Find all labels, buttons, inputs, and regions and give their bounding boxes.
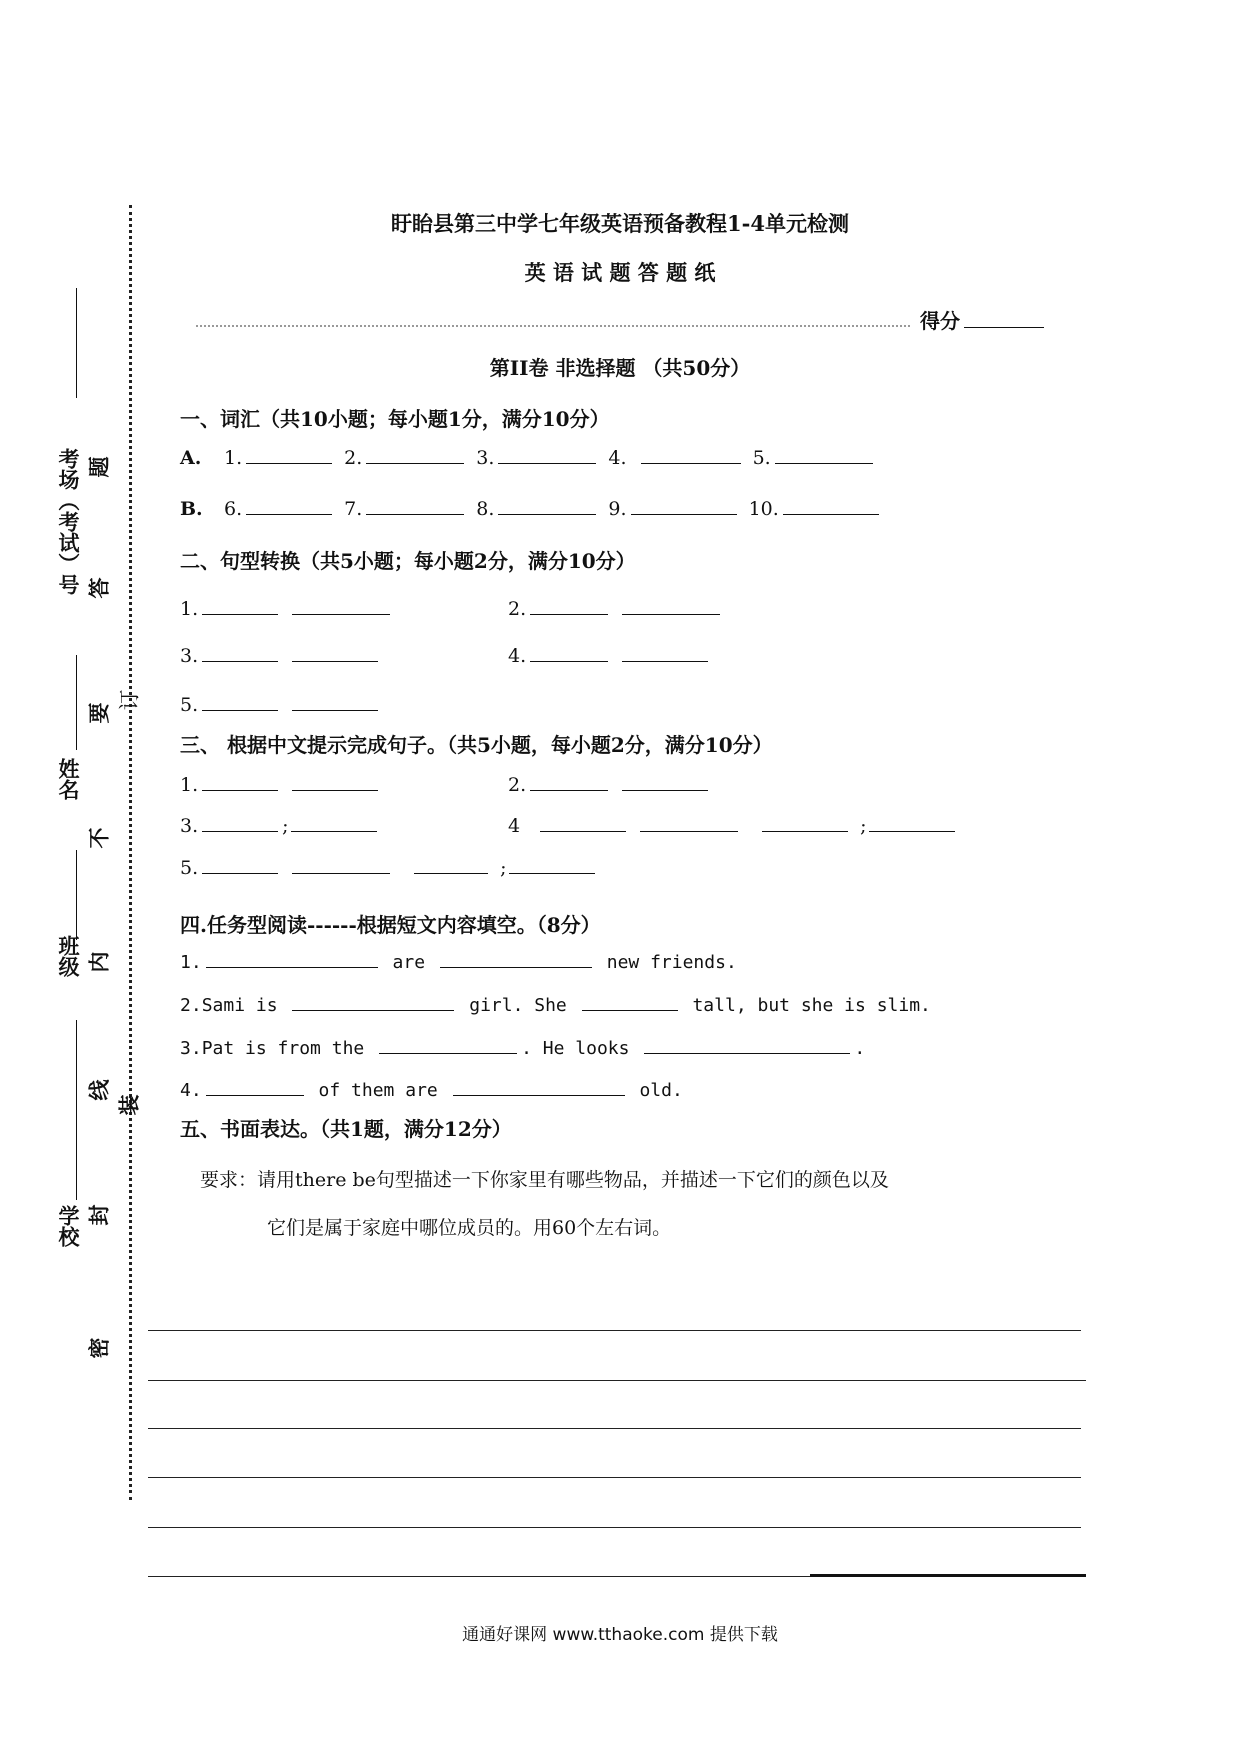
s3-item-3: 3. ; [180,813,381,837]
section1-row-a: A. 1. 2. 3. 4. 5. [180,445,877,469]
s3-blank[interactable] [202,855,278,874]
blank-3[interactable] [498,445,596,464]
s3-blank[interactable] [291,813,377,832]
section3-title: 三、 根据中文提示完成句子。（共5小题，每小题2分，满分10分） [180,733,773,757]
s3-blank[interactable] [202,772,278,791]
writing-line[interactable] [148,1380,1086,1381]
s2-blank[interactable] [202,596,278,615]
binding-char-2: 装 [116,1094,142,1116]
section1-title: 一、词汇（共10小题；每小题1分，满分10分） [180,407,610,431]
s4-blank[interactable] [206,949,378,968]
binding-dotted-line [129,205,132,1500]
s3-blank[interactable] [540,813,626,832]
seal-char-5: 内 [86,951,112,973]
s2-blank[interactable] [292,643,378,662]
school-underline [76,1020,77,1200]
binding-char-1: 订 [117,689,142,711]
class-underline [76,850,77,940]
s3-item-4: 4 ; [508,813,959,837]
writing-line[interactable] [148,1330,1081,1331]
blank-8[interactable] [498,496,596,515]
s2-blank[interactable] [622,643,708,662]
s3-blank[interactable] [292,772,378,791]
s2-blank[interactable] [530,596,608,615]
s2-blank[interactable] [292,692,378,711]
writing-requirement-1: 要求：请用there be句型描述一下你家里有哪些物品，并描述一下它们的颜色以及 [200,1169,889,1191]
s2-item-4: 4. [508,643,712,667]
section4-title: 四.任务型阅读------根据短文内容填空。（8分） [180,913,601,937]
s3-blank[interactable] [622,772,708,791]
part2-title: 第II卷 非选择题 （共50分） [489,356,751,380]
section2-title: 二、句型转换（共5小题；每小题2分，满分10分） [180,549,636,573]
writing-line[interactable] [148,1477,1081,1478]
s2-blank[interactable] [202,643,278,662]
s4-blank[interactable] [292,992,454,1011]
s3-blank[interactable] [414,855,488,874]
blank-6[interactable] [246,496,332,515]
s4-blank[interactable] [379,1035,517,1054]
s4-line-4: 4. of them are old. [180,1077,683,1101]
blank-4[interactable] [641,445,741,464]
row-a-label: A. [180,447,202,469]
s4-blank[interactable] [440,949,592,968]
s3-blank[interactable] [530,772,608,791]
s4-line-3: 3.Pat is from the . He looks . [180,1035,865,1059]
s2-item-2: 2. [508,596,724,620]
s4-line-2: 2.Sami is girl. She tall, but she is slim. [180,992,931,1016]
exam-id-label: 考场（考试）号 [56,448,81,595]
s2-blank[interactable] [292,596,390,615]
score-field [920,305,1048,334]
blank-2[interactable] [366,445,464,464]
page-subtitle: 英 语 试 题 答 题 纸 [524,260,716,285]
blank-1[interactable] [246,445,332,464]
writing-requirement-2: 它们是属于家庭中哪位成员的。用60个左右词。 [267,1217,672,1239]
seal-char-1: 题 [86,456,112,478]
page-title: 盱眙县第三中学七年级英语预备教程1-4单元检测 [391,211,849,236]
section5-title: 五、书面表达。（共1题，满分12分） [180,1117,512,1141]
seal-char-4: 不 [86,827,112,849]
s3-item-1: 1. [180,772,382,796]
s3-item-5: 5. ; [180,855,599,879]
s3-blank[interactable] [202,813,278,832]
s2-item-3: 3. [180,643,382,667]
name-label: 姓名 [56,758,81,800]
blank-7[interactable] [366,496,464,515]
blank-5[interactable] [775,445,873,464]
score-label: 得分 [920,309,960,333]
school-label: 学校 [56,1205,81,1247]
seal-char-7: 封 [86,1204,112,1226]
name-underline [76,655,77,750]
footer-text: 通通好课网 www.tthaoke.com 提供下载 [462,1625,778,1645]
s3-blank[interactable] [509,855,595,874]
class-label: 班级 [56,935,81,977]
s3-blank[interactable] [762,813,848,832]
s4-blank[interactable] [206,1077,304,1096]
section1-row-b: B. 6. 7. 8. 9. 10. [180,496,883,520]
s4-line-1: 1. are new friends. [180,949,737,973]
s2-blank[interactable] [202,692,278,711]
seal-char-6: 线 [86,1079,112,1101]
seal-char-8: 密 [86,1337,112,1359]
s3-blank[interactable] [640,813,738,832]
writing-line-end [810,1574,1086,1577]
s4-blank[interactable] [453,1077,625,1096]
s2-blank[interactable] [530,643,608,662]
writing-line[interactable] [148,1527,1081,1528]
s2-blank[interactable] [622,596,720,615]
s2-item-1: 1. [180,596,394,620]
score-blank[interactable] [964,309,1044,328]
dotted-separator [196,325,910,327]
s4-blank[interactable] [582,992,678,1011]
writing-line[interactable] [148,1428,1081,1429]
seal-char-2: 答 [86,577,112,599]
s3-blank[interactable] [869,813,955,832]
s2-item-5: 5. [180,692,382,716]
s3-item-2: 2. [508,772,712,796]
s4-blank[interactable] [644,1035,850,1054]
exam-id-underline [76,288,77,398]
s3-blank[interactable] [292,855,390,874]
blank-10[interactable] [783,496,879,515]
blank-9[interactable] [631,496,737,515]
seal-char-3: 要 [86,702,112,724]
row-b-label: B. [180,498,203,520]
